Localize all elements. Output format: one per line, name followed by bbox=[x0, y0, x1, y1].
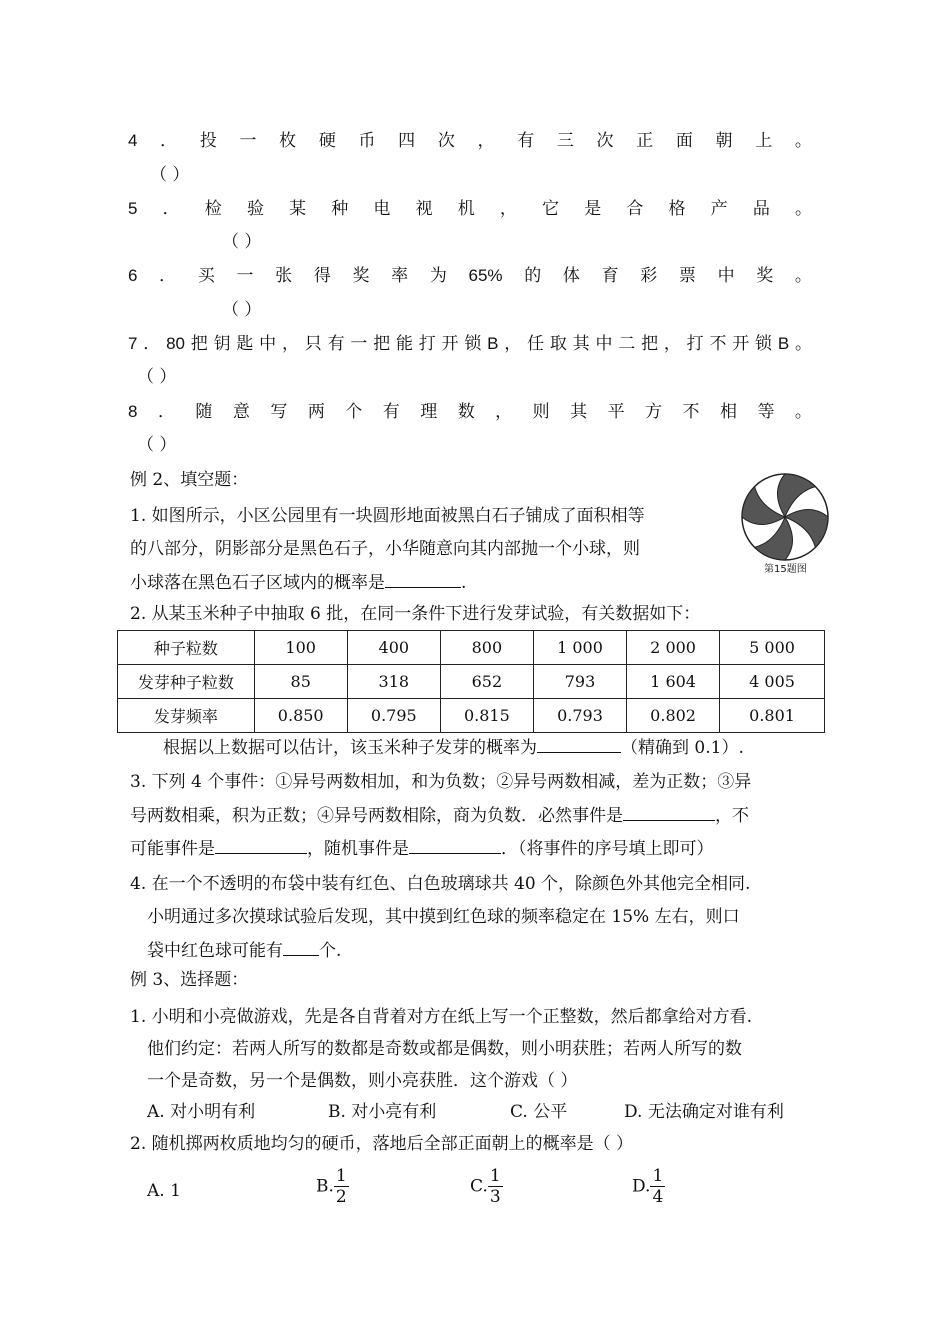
judge-item-char: 硬 bbox=[318, 131, 336, 150]
judge-item-char: ， bbox=[281, 334, 299, 353]
judge-item-number: 6 bbox=[128, 266, 138, 285]
judge-item-char: 朝 bbox=[715, 131, 733, 150]
judge-item-5 bbox=[128, 198, 812, 220]
table-cell: 0.802 bbox=[627, 699, 720, 733]
judge-item-char: 有 bbox=[327, 334, 345, 353]
judge-item-char: 枚 bbox=[279, 131, 297, 150]
judge-item-char: B bbox=[487, 334, 499, 353]
ex3-q2-option-a: A. 1 bbox=[147, 1181, 181, 1201]
ex2-q1-line2: 的八部分，阴影部分是黑色石子，小华随意向其内部抛一个小球，则 bbox=[130, 539, 640, 559]
table-cell: 652 bbox=[440, 665, 533, 699]
judge-item-char: 奖 bbox=[756, 266, 774, 285]
judge-item-char: 率 bbox=[391, 266, 409, 285]
judge-item-6 bbox=[128, 265, 812, 287]
ex3-q1-line2: 他们约定：若两人所写的数都是奇数或都是偶数，则小明获胜；若两人所写的数 bbox=[147, 1039, 742, 1059]
table-cell: 1 000 bbox=[533, 631, 626, 665]
judge-item-number: 7 bbox=[128, 334, 138, 353]
judge-item-char: 视 bbox=[415, 199, 433, 218]
judge-item-char: 等 bbox=[757, 402, 775, 421]
table-cell: 4 005 bbox=[720, 665, 825, 699]
judge-item-char: 任 bbox=[527, 334, 545, 353]
judge-item-number: 4 bbox=[128, 131, 138, 150]
judge-item-char: ． bbox=[143, 334, 161, 353]
judge-item-char: 品 bbox=[752, 199, 770, 218]
judge-item-char: 两 bbox=[307, 402, 325, 421]
judge-item-char: 意 bbox=[232, 402, 250, 421]
ex2-q2-after: 根据以上数据可以估计，该玉米种子发芽的概率为 （精确到 0.1）. bbox=[163, 738, 744, 758]
judge-item-7 bbox=[128, 333, 812, 355]
judge-item-char: 个 bbox=[345, 402, 363, 421]
judge-item-char: 它 bbox=[542, 199, 560, 218]
judge-item-char: ， bbox=[495, 402, 513, 421]
ex2-q3-line3: 可能事件是 ，随机事件是 ．（将事件的序号填上即可） bbox=[130, 839, 714, 859]
judge-item-char: 能 bbox=[395, 334, 413, 353]
table-cell: 2 000 bbox=[627, 631, 720, 665]
judge-item-char: 一 bbox=[350, 334, 368, 353]
ex3-q1-option-a: A. 对小明有利 bbox=[147, 1102, 256, 1122]
judge-item-char: 。 bbox=[794, 199, 812, 218]
judge-item-char: 理 bbox=[420, 402, 438, 421]
judge-item-char: 三 bbox=[556, 131, 574, 150]
judge-item-char: 方 bbox=[645, 402, 663, 421]
judge-item-char: 平 bbox=[607, 402, 625, 421]
judge-item-char: 二 bbox=[618, 334, 636, 353]
table-row bbox=[118, 699, 825, 733]
example3-heading: 例 3、选择题： bbox=[130, 970, 249, 990]
judge-item-char: 打 bbox=[418, 334, 436, 353]
ex2-q4-line2: 小明通过多次摸球试验后发现，其中摸到红色球的频率稳定在 15% 左右，则口 bbox=[147, 907, 740, 927]
judge-item-char: 验 bbox=[246, 199, 264, 218]
judge-item-char: ， bbox=[504, 334, 522, 353]
judge-item-answer-paren: （ ） bbox=[222, 300, 262, 320]
ex2-q1-line3: 小球落在黑色石子区域内的概率是 . bbox=[130, 573, 467, 593]
judge-item-char: 彩 bbox=[640, 266, 658, 285]
judge-item-char: ， bbox=[477, 131, 495, 150]
judge-item-char: 相 bbox=[719, 402, 737, 421]
judge-item-char: 为 bbox=[429, 266, 447, 285]
judge-item-char: 锁 bbox=[464, 334, 482, 353]
judge-item-char: 上 bbox=[755, 131, 773, 150]
ex2-q2-intro: 2. 从某玉米种子中抽取 6 批，在同一条件下进行发芽试验，有关数据如下： bbox=[130, 604, 701, 624]
table-cell: 0.801 bbox=[720, 699, 825, 733]
judge-item-char: 中 bbox=[259, 334, 277, 353]
judge-item-char: 随 bbox=[195, 402, 213, 421]
table-cell: 793 bbox=[533, 665, 626, 699]
table-cell: 0.793 bbox=[533, 699, 626, 733]
ex2-q1-line1: 1. 如图所示，小区公园里有一块圆形地面被黑白石子铺成了面积相等 bbox=[130, 506, 645, 526]
table-cell: 5 000 bbox=[720, 631, 825, 665]
judge-item-char: 买 bbox=[197, 266, 215, 285]
table-row-header: 发芽种子粒数 bbox=[118, 665, 255, 699]
judge-item-char: 不 bbox=[682, 402, 700, 421]
judge-item-char: 写 bbox=[270, 402, 288, 421]
ex3-q1-line1: 1. 小明和小亮做游戏，先是各自背着对方在纸上写一个正整数，然后都拿给对方看. bbox=[130, 1007, 753, 1027]
judge-item-number: 8 bbox=[128, 402, 138, 421]
judge-item-answer-paren: （ ） bbox=[222, 232, 262, 252]
table-row-header: 种子粒数 bbox=[118, 631, 255, 665]
judge-item-char: 有 bbox=[517, 131, 535, 150]
ex2-q3-blank-certain bbox=[623, 804, 715, 821]
judge-item-char: 电 bbox=[373, 199, 391, 218]
table-cell: 0.795 bbox=[347, 699, 440, 733]
ex3-q1-option-b: B. 对小亮有利 bbox=[328, 1102, 437, 1122]
judge-item-char: 票 bbox=[678, 266, 696, 285]
ex3-q2-line1: 2. 随机掷两枚质地均匀的硬币，落地后全部正面朝上的概率是（ ） bbox=[130, 1134, 634, 1154]
judge-item-char: 。 bbox=[794, 266, 812, 285]
judge-item-char: 把 bbox=[190, 334, 208, 353]
pinwheel-figure bbox=[740, 472, 830, 562]
ex3-q1-line3: 一个是奇数，另一个是偶数，则小亮获胜．这个游戏（ ） bbox=[147, 1071, 578, 1091]
ex3-q2-option-b: B. $\frac{1}{2}$ bbox=[316, 1166, 347, 1207]
table-cell: 0.850 bbox=[254, 699, 347, 733]
judge-item-8 bbox=[128, 401, 812, 423]
judge-item-char: 次 bbox=[596, 131, 614, 150]
judge-item-char: 机 bbox=[457, 199, 475, 218]
judge-item-char: 是 bbox=[584, 199, 602, 218]
judge-item-char: 钥 bbox=[213, 334, 231, 353]
judge-item-char: 奖 bbox=[352, 266, 370, 285]
judge-item-char: 。 bbox=[794, 402, 812, 421]
table-cell: 318 bbox=[347, 665, 440, 699]
judge-item-char: 开 bbox=[732, 334, 750, 353]
judge-item-char: 的 bbox=[524, 266, 542, 285]
table-cell: 800 bbox=[440, 631, 533, 665]
judge-item-char: 体 bbox=[562, 266, 580, 285]
judge-item-char: 一 bbox=[239, 131, 257, 150]
judge-item-char: 把 bbox=[641, 334, 659, 353]
table-cell: 400 bbox=[347, 631, 440, 665]
judge-item-answer-paren: （ ） bbox=[137, 435, 177, 455]
judge-item-char: 产 bbox=[710, 199, 728, 218]
judge-item-char: 数 bbox=[457, 402, 475, 421]
ex2-q4-blank bbox=[283, 939, 319, 956]
judge-item-char: 80 bbox=[166, 334, 185, 353]
judge-item-char: 其 bbox=[570, 402, 588, 421]
judge-item-char: 正 bbox=[636, 131, 654, 150]
judge-item-char: ． bbox=[159, 266, 177, 285]
table-cell: 100 bbox=[254, 631, 347, 665]
judge-item-char: 格 bbox=[668, 199, 686, 218]
judge-item-char: 把 bbox=[373, 334, 391, 353]
ex3-q2-option-d: D. $\frac{1}{4}$ bbox=[632, 1166, 664, 1207]
germination-table bbox=[117, 630, 825, 733]
judge-item-char: 币 bbox=[358, 131, 376, 150]
judge-item-char: 打 bbox=[686, 334, 704, 353]
judge-item-char: 种 bbox=[331, 199, 349, 218]
figure-caption: 第15题图 bbox=[764, 564, 807, 575]
judge-item-char: 次 bbox=[437, 131, 455, 150]
judge-item-char: 某 bbox=[289, 199, 307, 218]
judge-item-char: 不 bbox=[709, 334, 727, 353]
judge-item-char: 有 bbox=[382, 402, 400, 421]
table-row bbox=[118, 665, 825, 699]
judge-item-char: 中 bbox=[595, 334, 613, 353]
ex2-q3-blank-random bbox=[409, 837, 501, 854]
judge-item-char: 则 bbox=[532, 402, 550, 421]
judge-item-char: 育 bbox=[601, 266, 619, 285]
judge-item-char: ． bbox=[160, 131, 178, 150]
judge-item-char: 只 bbox=[304, 334, 322, 353]
judge-item-char: 65% bbox=[468, 266, 503, 285]
table-cell: 1 604 bbox=[627, 665, 720, 699]
judge-item-char: 一 bbox=[236, 266, 254, 285]
judge-item-char: 面 bbox=[675, 131, 693, 150]
table-cell: 85 bbox=[254, 665, 347, 699]
ex2-q1-blank bbox=[385, 571, 461, 588]
table-row bbox=[118, 631, 825, 665]
ex2-q4-line1: 4. 在一个不透明的布袋中装有红色、白色玻璃球共 40 个，除颜色外其他完全相同. bbox=[130, 874, 751, 894]
judge-item-4 bbox=[128, 130, 812, 152]
judge-item-char: 得 bbox=[313, 266, 331, 285]
judge-item-char: 四 bbox=[398, 131, 416, 150]
judge-item-char: 取 bbox=[549, 334, 567, 353]
judge-item-char: 检 bbox=[204, 199, 222, 218]
judge-item-char: ， bbox=[663, 334, 681, 353]
judge-item-char: 张 bbox=[275, 266, 293, 285]
judge-item-char: 中 bbox=[717, 266, 735, 285]
example2-heading: 例 2、填空题： bbox=[130, 470, 249, 490]
ex2-q2-blank bbox=[537, 736, 621, 753]
judge-item-char: 。 bbox=[794, 131, 812, 150]
ex3-q2-option-c: C. $\frac{1}{3}$ bbox=[470, 1166, 501, 1207]
judge-item-char: ， bbox=[499, 199, 517, 218]
judge-item-char: 锁 bbox=[755, 334, 773, 353]
ex2-q3-line2: 号两数相乘，积为正数；④异号两数相除，商为负数．必然事件是 ，不 bbox=[130, 806, 749, 826]
ex2-q4-line3: 袋中红色球可能有 个. bbox=[147, 941, 342, 961]
ex3-q1-option-c: C. 公平 bbox=[510, 1102, 568, 1122]
ex2-q3-blank-impossible bbox=[215, 837, 307, 854]
judge-item-char: 合 bbox=[626, 199, 644, 218]
judge-item-char: 。 bbox=[794, 334, 812, 353]
judge-item-number: 5 bbox=[128, 199, 138, 218]
table-row-header: 发芽频率 bbox=[118, 699, 255, 733]
judge-item-char: 投 bbox=[199, 131, 217, 150]
judge-item-char: ． bbox=[157, 402, 175, 421]
judge-item-char: ． bbox=[162, 199, 180, 218]
judge-item-char: 开 bbox=[441, 334, 459, 353]
judge-item-answer-paren: （ ） bbox=[137, 367, 177, 387]
judge-item-answer-paren: （ ） bbox=[150, 165, 190, 185]
judge-item-char: 其 bbox=[572, 334, 590, 353]
judge-item-char: 匙 bbox=[236, 334, 254, 353]
ex2-q3-line1: 3. 下列 4 个事件：①异号两数相加，和为负数；②异号两数相减，差为正数；③异 bbox=[130, 772, 752, 792]
ex3-q1-option-d: D. 无法确定对谁有利 bbox=[624, 1102, 784, 1122]
table-cell: 0.815 bbox=[440, 699, 533, 733]
judge-item-char: B bbox=[777, 334, 790, 353]
